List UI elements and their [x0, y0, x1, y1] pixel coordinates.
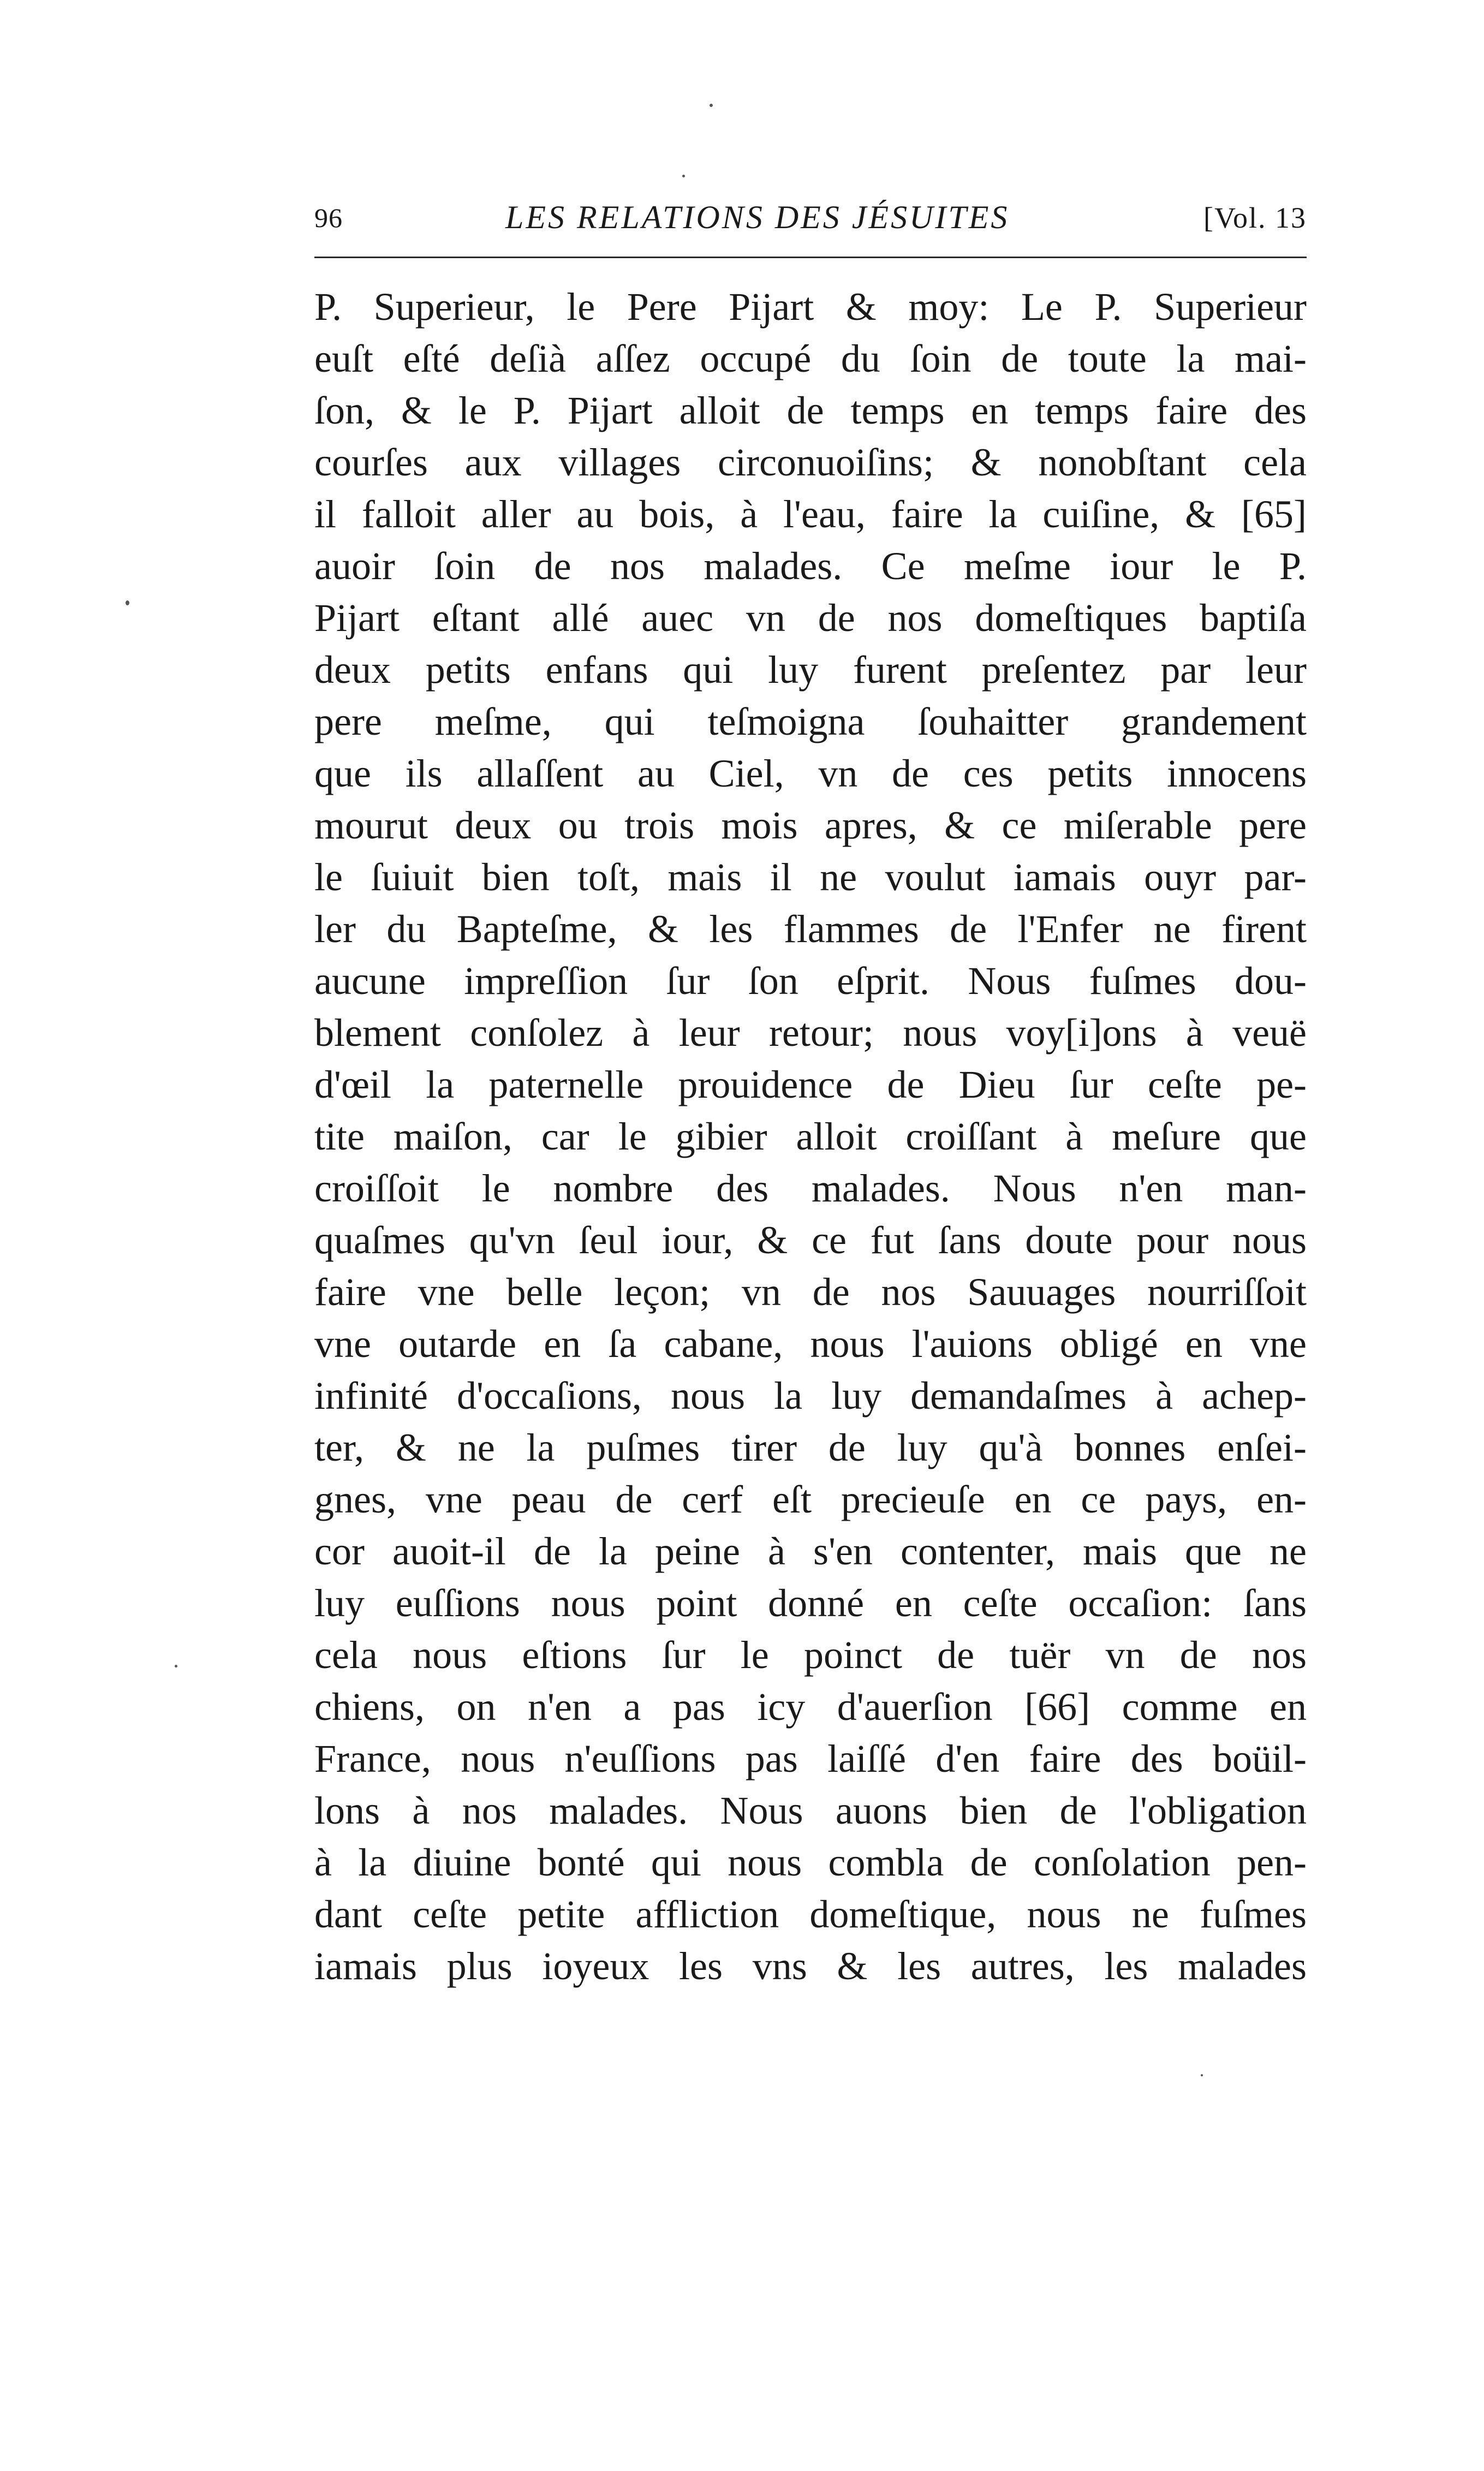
- text-line: pere meſme, qui teſmoigna ſouhaitter grandement: [314, 700, 1307, 743]
- text-line: croiſſoit le nombre des malades. Nous n'en man-: [314, 1166, 1307, 1210]
- scan-speck: [710, 104, 713, 107]
- text-line: le ſuiuit bien toſt, mais il ne voulut iamais ouyr par-: [314, 855, 1307, 899]
- text-line: blement conſolez à leur retour; nous voy[i]ons à veuë: [314, 1011, 1307, 1055]
- body-text: [314, 281, 1307, 1992]
- page-header: [314, 197, 1307, 240]
- text-line: P. Superieur, le Pere Pijart & moy: Le P. Superieur: [314, 285, 1307, 329]
- text-line: tite maiſon, car le gibier alloit croiſſant à meſure que: [314, 1115, 1307, 1158]
- running-title: LES RELATIONS DES JÉSUITES: [505, 199, 1010, 235]
- header-rule: [314, 257, 1307, 258]
- text-line: France, nous n'euſſions pas laiſſé d'en faire des boüil-: [314, 1737, 1307, 1781]
- text-line: ter, & ne la puſmes tirer de luy qu'à bonnes enſei-: [314, 1426, 1307, 1469]
- text-line: euſt eſté deſià aſſez occupé du ſoin de toute la mai-: [314, 337, 1307, 380]
- text-line: que ils allaſſent au Ciel, vn de ces petits innocens: [314, 752, 1307, 795]
- volume-label: [Vol. 13: [1203, 201, 1307, 234]
- text-line: il falloit aller au bois, à l'eau, faire la cuiſine, & [65]: [314, 492, 1307, 536]
- text-line: gnes, vne peau de cerf eſt precieuſe en ce pays, en-: [314, 1478, 1307, 1521]
- scan-speck: [1201, 2074, 1203, 2076]
- text-line: infinité d'occaſions, nous la luy demandaſmes à achep-: [314, 1374, 1307, 1418]
- text-line: à la diuine bonté qui nous combla de conſolation pen-: [314, 1841, 1307, 1884]
- text-line: d'œil la paternelle prouidence de Dieu ſur ceſte pe-: [314, 1063, 1307, 1106]
- text-line: mourut deux ou trois mois apres, & ce miſerable pere: [314, 803, 1307, 847]
- text-line: chiens, on n'en a pas icy d'auerſion [66] comme en: [314, 1685, 1307, 1729]
- scan-speck: [682, 175, 685, 177]
- text-line: lons à nos malades. Nous auons bien de l'obligation: [314, 1789, 1307, 1832]
- text-line: Pijart eſtant allé auec vn de nos domeſtiques baptiſa: [314, 596, 1307, 640]
- page-number: 96: [314, 203, 343, 233]
- text-line: courſes aux villages circonuoiſins; & nonobſtant cela: [314, 440, 1307, 484]
- text-line: iamais plus ioyeux les vns & les autres, les malades: [314, 1944, 1307, 1988]
- text-line: faire vne belle leçon; vn de nos Sauuages nourriſſoit: [314, 1270, 1307, 1314]
- text-line: ſon, & le P. Pijart alloit de temps en temps faire des: [314, 389, 1307, 432]
- scan-speck: [175, 1665, 177, 1668]
- text-line: aucune impreſſion ſur ſon eſprit. Nous fuſmes dou-: [314, 959, 1307, 1003]
- text-line: vne outarde en ſa cabane, nous l'auions obligé en vne: [314, 1322, 1307, 1366]
- text-line: ler du Bapteſme, & les flammes de l'Enfer ne firent: [314, 907, 1307, 951]
- text-line: dant ceſte petite affliction domeſtique, nous ne fuſmes: [314, 1892, 1307, 1936]
- scan-speck: [126, 600, 129, 605]
- text-line: auoir ſoin de nos malades. Ce meſme iour le P.: [314, 544, 1307, 588]
- text-line: luy euſſions nous point donné en ceſte occaſion: ſans: [314, 1581, 1307, 1625]
- text-line: quaſmes qu'vn ſeul iour, & ce fut ſans doute pour nous: [314, 1218, 1307, 1262]
- text-line: cela nous eſtions ſur le poinct de tuër vn de nos: [314, 1633, 1307, 1677]
- text-line: deux petits enfans qui luy furent preſentez par leur: [314, 648, 1307, 692]
- text-line: cor auoit-il de la peine à s'en contenter, mais que ne: [314, 1529, 1307, 1573]
